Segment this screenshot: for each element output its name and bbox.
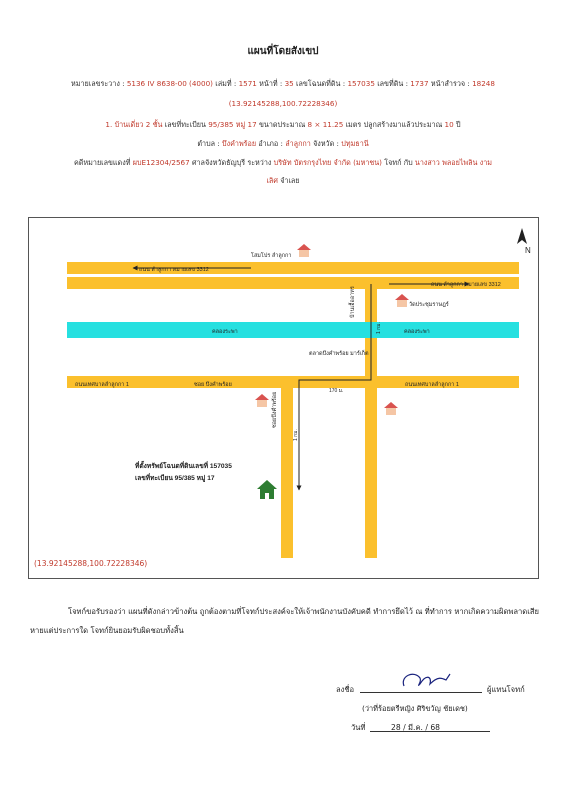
header-segment: ผบE12304/2567 <box>132 158 190 167</box>
header-segment: จำเลย <box>277 176 300 185</box>
label-main-road-left: ถนนเทศบาลลำลูกกา 1 <box>75 382 129 388</box>
header-segment: 35 <box>284 79 294 88</box>
signature-role: ผู้แทนโจทก์ <box>487 685 525 694</box>
header-segment: ศาลจังหวัดธัญบุรี ระหว่าง <box>189 158 274 167</box>
header-segment: ขนาดประมาณ <box>256 120 308 129</box>
label-market-1: ตลาดบึงคำพร้อย มาร์เก็ต <box>309 351 369 357</box>
header-segment: 1. บ้านเดี่ยว 2 ชั้น <box>105 120 163 129</box>
map-frame[interactable] <box>28 217 539 579</box>
landmark-icon-right <box>384 402 398 415</box>
header-line-location <box>0 139 566 149</box>
property-house-icon[interactable] <box>257 480 277 499</box>
header-segment: นางสาว พลอยไพลิน งาม <box>414 158 493 167</box>
header-segment: เลขที่ทะเบียน <box>162 120 209 129</box>
header-segment: จังหวัด : <box>310 139 342 148</box>
header-segment: เมตร ปลูกสร้างมาแล้วประมาณ <box>343 120 445 129</box>
date-label: วันที่ <box>351 723 366 732</box>
header-segment: อำเภอ : <box>256 139 286 148</box>
header-segment: ปทุมธานี <box>341 139 369 148</box>
header-segment: หน้าที่ : <box>256 79 285 88</box>
label-canal-left: คลองระพา <box>212 329 238 335</box>
north-label: N <box>525 246 531 255</box>
header-segment: 1571 <box>238 79 257 88</box>
header-segment: โจทก์ กับ <box>381 158 415 167</box>
hospital-icon <box>297 244 311 257</box>
disclaimer-text: โจทก์ขอรับรองว่า แผนที่ดังกล่าวข้างต้น ถูกต้องตามที่โจทก์ประสงค์จะให้เจ้าพนักงานบังคับคดี ทำการยึดไว้ ณ ที่ทำการ หากเกิดความผิดพลาดเสียหายแต่ประการใด โจทก์ยินยอมรับผิดชอบทั้งสิ้น <box>30 607 539 635</box>
label-property-2: เลขที่ทะเบียน 95/385 หมู่ 17 <box>135 475 215 482</box>
label-temple: วัดประชุมราษฎร์ <box>409 302 449 308</box>
label-vertical-road: บ้านเอื้ออาทร <box>350 286 356 318</box>
label-main-road-right: ถนนเทศบาลลำลูกกา 1 <box>405 382 459 388</box>
header-segment: ลำลูกกา <box>285 139 311 148</box>
header-line-case <box>0 158 566 168</box>
signature-label: ลงชื่อ <box>336 685 355 694</box>
label-dist-top: 1 กม. <box>376 322 382 334</box>
canal <box>67 322 519 338</box>
header-segment: 1737 <box>410 79 429 88</box>
header-segment: เล่มที่ : <box>212 79 239 88</box>
header-segment: หน้าสำรวจ : <box>428 79 473 88</box>
header-line-building <box>0 120 566 130</box>
label-road-top-right: ถนน ลำลูกกา หมายเลข 3312 <box>431 282 501 288</box>
label-dist-mid: 170 ม. <box>329 388 344 394</box>
map-coordinate: (13.92145288,100.72228346) <box>34 559 148 568</box>
landmark-icon-left <box>255 394 269 407</box>
page-title: แผนที่โดยสังเขป <box>247 46 319 57</box>
label-soi: ซอย บึงคำพร้อย <box>194 382 232 388</box>
header-segment: 95/385 หมู่ 17 <box>208 120 257 129</box>
header-segment: บริษัท บัตรกรุงไทย จำกัด (มหาชน) <box>273 158 382 167</box>
temple-icon <box>395 294 409 307</box>
header-segment: เลิศ <box>266 176 278 185</box>
header-segment: บึงคำพร้อย <box>222 139 257 148</box>
label-property-1: ที่ตั้งทรัพย์โฉนดที่ดินเลขที่ 157035 <box>135 463 232 470</box>
header-segment: 157035 <box>347 79 375 88</box>
header-segment: 5136 IV 8638-00 (4000) <box>126 79 213 88</box>
road-vertical-side <box>281 384 293 558</box>
header-line-parcel <box>0 79 566 89</box>
signature-name: (ว่าที่ร้อยตรีหญิง ศิริขวัญ ชัยเดช) <box>362 704 468 713</box>
header-segment: คดีหมายเลขแดงที่ <box>73 158 133 167</box>
label-canal-right: คลองระพา <box>404 329 430 335</box>
date-value: 28 / มี.ค. / 68 <box>391 723 441 732</box>
header-line-defendant <box>0 176 566 186</box>
header-coordinate: (13.92145288,100.72228346) <box>228 99 338 108</box>
header-segment: ปี <box>453 120 461 129</box>
header-segment: 18248 <box>472 79 495 88</box>
label-road-top-left: ถนน ลำลูกกา หมายเลข 3312 <box>139 267 209 273</box>
header-segment: 10 <box>444 120 454 129</box>
label-hospital: โสมโปร ลำลูกกา <box>251 253 292 259</box>
header-segment: เลขที่ดิน : <box>374 79 411 88</box>
map-svg <box>29 218 538 578</box>
header-segment: หมายเลขระวาง : <box>71 79 127 88</box>
header-segment: 8 × 11.25 <box>307 120 344 129</box>
north-arrow <box>517 228 531 255</box>
header-segment: เลขโฉนดที่ดิน : <box>293 79 348 88</box>
signature-scribble <box>398 668 458 694</box>
header-segment: ตำบล : <box>197 139 223 148</box>
label-dist-lower: 1 กม. <box>293 429 299 441</box>
label-side-road: ซอยบึงคำพร้อย <box>272 391 278 428</box>
